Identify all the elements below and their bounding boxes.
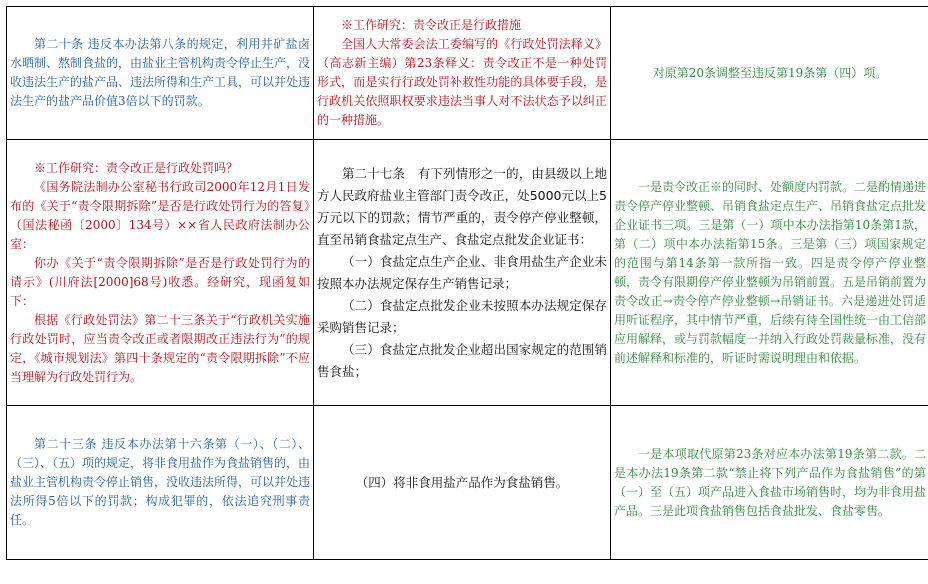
explanation-text: 一是本项取代原第23条对应本办法第19条第二款。二是本办法19条第二款“禁止将下列产品作为食盐销售”的第（一）至（五）项产品进入食盐市场销售时，均为非食用盐产品。三是此项食盐销售包括食盐批发、食盐零售。 bbox=[614, 446, 927, 518]
old-article-text: 第二十三条 违反本办法第十六条第（一）、（二）、（三）、（五）项的规定，将非食用盐作为食盐销售的，由盐业主管机构责令停止销售，没收违法所得，可以并处违法所得5倍以下的罚款；构成犯罪的，依法追究刑事责任。 bbox=[10, 437, 311, 527]
explanation-cell bbox=[611, 140, 928, 406]
explanation-cell bbox=[611, 406, 928, 560]
note-text: 根据《行政处罚法》第二十三条关于“行政机关实施行政处罚时，应当责令改正或者限期改正违法行为”的规定，《城市规划法》第四十条规定的“责令限期拆除”不应当理解为行政处罚行为。 bbox=[10, 312, 310, 384]
new-article-item: （三）食盐定点批发企业超出国家规定的范围销售食盐； bbox=[317, 341, 607, 379]
new-article-item: （一）食盐定点生产企业、非食用盐生产企业未按照本办法规定保存生产销售记录； bbox=[317, 253, 607, 291]
research-note-cell bbox=[314, 7, 611, 140]
research-note-cell bbox=[7, 140, 314, 406]
new-article-item: （二）食盐定点批发企业未按照本办法规定保存采购销售记录； bbox=[317, 297, 607, 335]
new-article-item: （四）将非食用盐产品作为食盐销售。 bbox=[355, 474, 569, 490]
document-page bbox=[6, 6, 927, 560]
note-heading: ※工作研究：责令改正是行政措施 bbox=[341, 18, 522, 32]
note-heading: ※工作研究：责令改正是行政处罚吗？ bbox=[34, 160, 239, 175]
note-text: 全国人大常委会法工委编写的《行政处罚法释义》（高志新主编）第23条释义：责令改正不是一种处罚形式，而是实行行政处罚补救性功能的具体要手段，是行政机关依照职权要求违法当事人对不法状态予以纠正的一种措施。 bbox=[317, 37, 607, 127]
explanation-text: 对原第20条调整至违反第19条第（四）项。 bbox=[652, 65, 888, 80]
old-article-text: 第二十条 违反本办法第八条的规定，利用井矿盐卤水晒制、熬制食盐的，由盐业主管机构责令停止生产，没收违法生产的盐产品、违法所得和生产工具，可以并处违法生产的盐产品价值3倍以下的罚款。 bbox=[10, 37, 311, 108]
explanation-text: 一是责令改正※的同时、处额度内罚款。二是酌情递进责令停产停业整顿、吊销食盐定点生产、吊销食盐定点批发企业证书三项。三是第（一）项中本办法指第10条第1款，第（二）项中本办法指第15条。三是第（三）项国家规定的范围与第14条第一款所指一致。四是责令停产停业整顿，责令有限期停产停业整顿为吊销前置。五是吊销前置为责令改正→责令停产停业整顿→吊销证书。六是递进处罚适用听证程序，其中情节严重，后续有待全国性统一由工信部应用解释，或与罚款幅度一并纳入行政处罚裁量标准，没有前述解释和标准的，听证时需说明理由和依据。 bbox=[614, 179, 927, 365]
old-article-cell bbox=[7, 406, 314, 560]
new-article-cell bbox=[314, 406, 611, 560]
new-article-cell bbox=[314, 140, 611, 406]
table-row bbox=[7, 406, 928, 560]
new-article-text: 第二十七条 有下列情形之一的，由县级以上地方人民政府盐业主管部门责令改正，处5000元以上5万元以下的罚款；情节严重的，责令停产停业整顿，直至吊销食盐定点生产、食盐定点批发企业证书： bbox=[317, 165, 607, 247]
table-row bbox=[7, 7, 928, 140]
table-row bbox=[7, 140, 928, 406]
explanation-cell bbox=[611, 7, 928, 140]
note-text: 《国务院法制办公室秘书行政司2000年12月1日发布的《关于“责令限期拆除”是否是行政处罚行为的答复》（国法秘函〔2000〕134号）××省人民政府法制办公室： bbox=[10, 179, 310, 251]
comparison-table bbox=[6, 6, 928, 560]
old-article-cell bbox=[7, 7, 314, 140]
note-text: 你办《关于“责令限期拆除”是否是行政处罚行为的请示》(川府法[2000]68号)收悉。经研究，现函复如下： bbox=[10, 255, 310, 308]
